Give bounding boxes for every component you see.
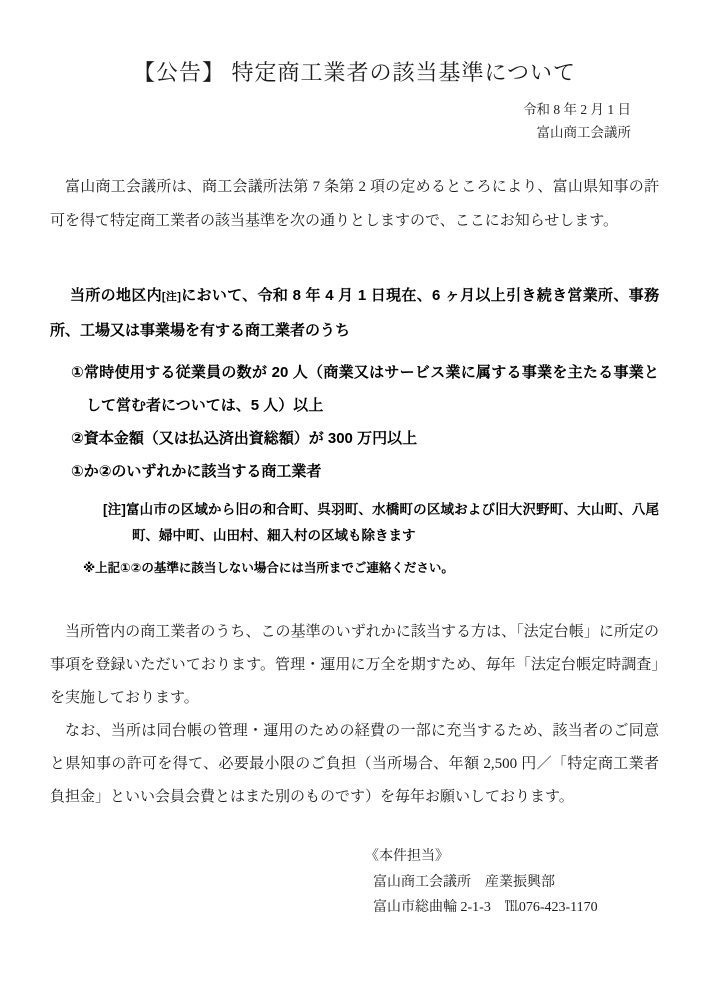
body-paragraph-2: なお、当所は同台帳の管理・運用のための経費の一部に充当するため、該当者のご同意と県知事の許可を得て、必要最小限のご負担（当所場合、年額 2,500 円／「特定商工業者負担金」といい会員会費とはまた別のものです）を毎年お願いしております。 bbox=[50, 723, 659, 805]
footnote-text: 富山市の区域から旧の和合町、呉羽町、水橋町の区域および旧大沢野町、大山町、八尾町、婦中町、山田村、細入村の区域も除きます bbox=[125, 502, 660, 543]
criteria-footnote bbox=[50, 497, 659, 549]
footnote-marker: [注] bbox=[103, 502, 126, 517]
criteria-item-1: ①常時使用する従業員の数が 20 人（商業又はサービス業に属する事業を主たる事業として営む者については、5 人）以上 bbox=[71, 364, 659, 414]
intro-paragraph: 富山商工会議所は、商工会議所法第 7 条第 2 項の定めるところにより、富山県知事の許可を得て特定商工業者の該当基準を次の通りとしますので、ここにお知らせします。 bbox=[50, 179, 659, 229]
contact-block bbox=[365, 844, 659, 921]
criteria-note-reference: [注] bbox=[161, 291, 181, 303]
criteria-item-2: ②資本金額（又は払込済出資総額）が 300 万円以上 bbox=[71, 430, 418, 447]
criteria-lead bbox=[50, 279, 659, 347]
body-paragraph-1: 当所管内の商工業者のうち、この基準のいずれかに該当する方は、「法定台帳」に所定の事項を登録いただいております。管理・運用に万全を期すため、毎年「法定台帳定時調査」を実施しております。 bbox=[50, 624, 659, 706]
criteria-item-list bbox=[50, 356, 659, 488]
criteria-section bbox=[50, 279, 659, 578]
body-section bbox=[50, 616, 659, 814]
document-date: 令和 8 年 2 月 1 日 bbox=[523, 102, 631, 117]
criteria-lead-suffix: において、令和 8 年 4 月 1 日現在、6 ヶ月以上引き続き営業所、事務所、工場又は事業場を有する商工業者のうち bbox=[50, 287, 659, 339]
page-title: 【公告】 特定商工業者の該当基準について bbox=[132, 60, 577, 85]
contact-address-phone: 富山市総曲輪 2-1-3 ℡076-423-1170 bbox=[373, 900, 598, 915]
issuing-organization: 富山商工会議所 bbox=[536, 125, 631, 140]
contact-heading: 《本件担当》 bbox=[365, 849, 449, 864]
criteria-item-3: ①か②のいずれかに該当する商工業者 bbox=[71, 463, 322, 480]
criteria-remark: ※上記①②の基準に該当しない場合には当所までご連絡ください。 bbox=[83, 561, 454, 575]
criteria-lead-prefix: 当所の地区内 bbox=[70, 287, 162, 304]
contact-department: 富山商工会議所 産業振興部 bbox=[373, 874, 555, 890]
byline-block bbox=[50, 98, 659, 144]
